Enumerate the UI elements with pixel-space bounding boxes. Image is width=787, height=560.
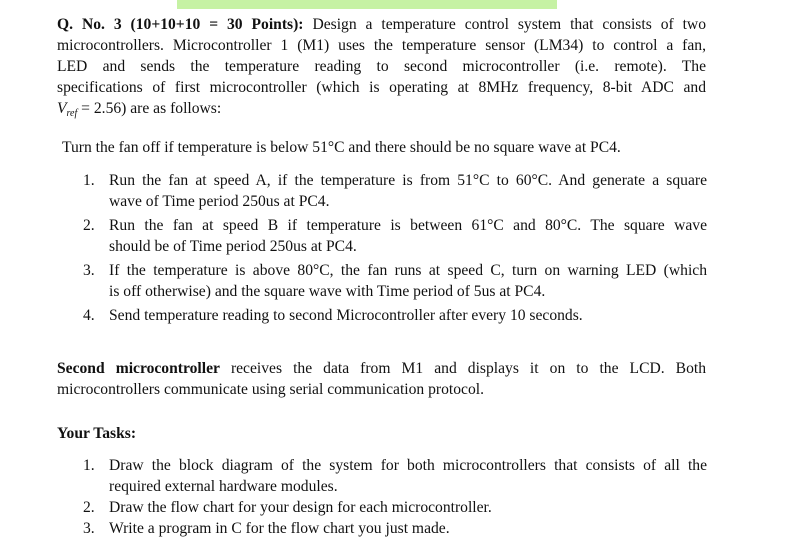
fan-off-rule: Turn the fan off if temperature is below 51°C and there should be no square wave at PC4. bbox=[62, 139, 621, 156]
list-number: 2. bbox=[83, 499, 95, 516]
list-line: Write a program in C for the flow chart you just made. bbox=[109, 520, 450, 537]
highlight-bar bbox=[177, 0, 557, 9]
list-line: wave of Time period 250us at PC4. bbox=[109, 193, 330, 210]
tasks-list bbox=[83, 455, 707, 539]
list-item bbox=[83, 170, 707, 212]
list-line: Send temperature reading to second Microcontroller after every 10 seconds. bbox=[109, 307, 583, 324]
list-item bbox=[83, 518, 707, 539]
list-number: 3. bbox=[83, 262, 95, 279]
list-line: Draw the flow chart for your design for each microcontroller. bbox=[109, 499, 492, 516]
question-intro: Design a temperature control system that consists of two bbox=[312, 16, 706, 33]
second-line-2: microcontrollers communicate using serial communication protocol. bbox=[57, 381, 484, 398]
list-item bbox=[83, 260, 707, 302]
question-line-3: LED and sends the temperature reading to second microcontroller (i.e. remote). The bbox=[57, 58, 706, 75]
tasks-heading: Your Tasks: bbox=[57, 425, 137, 442]
second-bold: Second microcontroller bbox=[57, 360, 220, 377]
list-line: Run the fan at speed B if temperature is between 61°C and 80°C. The square wave bbox=[109, 217, 707, 234]
vref-value: = 2.56) are as follows: bbox=[77, 100, 222, 117]
list-line: is off otherwise) and the square wave with Time period of 5us at PC4. bbox=[109, 283, 546, 300]
list-number: 1. bbox=[83, 172, 95, 189]
list-number: 4. bbox=[83, 307, 95, 324]
question-line-4: specifications of first microcontroller (which is operating at 8MHz frequency, 8-bit ADC and bbox=[57, 79, 706, 96]
list-line: If the temperature is above 80°C, the fan runs at speed C, turn on warning LED (which bbox=[109, 262, 707, 279]
second-microcontroller-paragraph bbox=[57, 358, 706, 400]
question-line-5 bbox=[57, 98, 706, 124]
question-line-2: microcontrollers. Microcontroller 1 (M1) uses the temperature sensor (LM34) to control a fan, bbox=[57, 37, 706, 54]
list-line: required external hardware modules. bbox=[109, 478, 338, 495]
question-paragraph bbox=[57, 14, 706, 124]
list-number: 3. bbox=[83, 520, 95, 537]
list-line: Run the fan at speed A, if the temperature is from 51°C to 60°C. And generate a square bbox=[109, 172, 707, 189]
list-item bbox=[83, 497, 707, 518]
rules-list bbox=[83, 170, 707, 329]
list-item bbox=[83, 455, 707, 497]
second-line-1: Second microcontroller receives the data from M1 and displays it on to the LCD. Both bbox=[57, 360, 706, 377]
question-line-1 bbox=[57, 14, 706, 35]
list-line: should be of Time period 250us at PC4. bbox=[109, 238, 357, 255]
list-number: 1. bbox=[83, 457, 95, 474]
list-line: Draw the block diagram of the system for both microcontrollers that consists of all the bbox=[109, 457, 707, 474]
question-heading: Q. No. 3 (10+10+10 = 30 Points): bbox=[57, 16, 304, 33]
list-number: 2. bbox=[83, 217, 95, 234]
vref-symbol: $V_{ref}$ bbox=[57, 100, 78, 119]
list-item bbox=[83, 305, 707, 326]
list-item bbox=[83, 215, 707, 257]
